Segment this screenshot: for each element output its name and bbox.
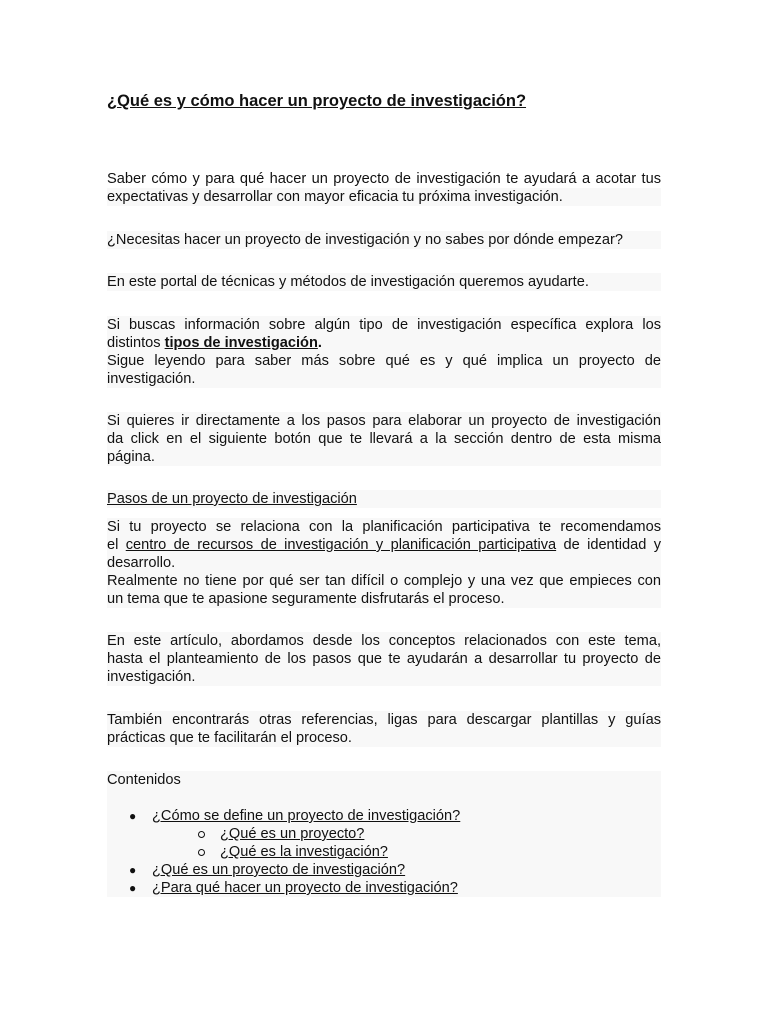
types-of-research-link[interactable]: tipos de investigación: [164, 335, 318, 351]
resources-center-link[interactable]: centro de recursos de investigación y planificación participativa: [125, 537, 557, 553]
paragraph-types: [107, 316, 661, 388]
paragraph-line: desarrollo.: [107, 555, 176, 571]
text-fragment: de identidad y: [556, 537, 661, 553]
toc-item-what-is-research[interactable]: ¿Qué es la investigación?: [220, 844, 388, 860]
paragraph-portal: [107, 273, 661, 291]
paragraph-line: Si quieres ir directamente a los pasos para elaborar un proyecto de investigación: [107, 413, 661, 429]
paragraph-line: Si tu proyecto se relaciona con la planificación participativa te recomendamos: [107, 519, 661, 535]
paragraph-line: En este artículo, abordamos desde los conceptos relacionados con este tema,: [107, 633, 661, 649]
paragraph-line: Realmente no tiene por qué ser tan difícil o complejo y una vez que empieces con: [107, 573, 661, 589]
hollow-bullet-icon: [198, 849, 205, 856]
toc-item-define-project[interactable]: ¿Cómo se define un proyecto de investigación?: [152, 808, 461, 824]
paragraph-line: da click en el siguiente botón que te llevará a la sección dentro de esta misma: [107, 431, 661, 447]
paragraph-line: prácticas que te facilitarán el proceso.: [107, 730, 352, 746]
paragraph-line: Saber cómo y para qué hacer un proyecto de investigación te ayudará a acotar tus: [107, 171, 661, 187]
steps-link-row: [107, 490, 661, 508]
text-fragment: .: [317, 335, 322, 351]
paragraph-line: También encontrarás otras referencias, ligas para descargar plantillas y guías: [107, 712, 661, 728]
toc-item-what-is-research-project[interactable]: ¿Qué es un proyecto de investigación?: [152, 862, 406, 878]
steps-link[interactable]: Pasos de un proyecto de investigación: [107, 491, 357, 507]
text-fragment: distintos: [107, 335, 165, 351]
paragraph-line: Si buscas información sobre algún tipo de investigación específica explora los: [107, 317, 661, 333]
paragraph-line: Sigue leyendo para saber más sobre qué es y qué implica un proyecto de: [107, 353, 661, 369]
bullet-icon: ●: [129, 881, 137, 895]
paragraph-line: ¿Necesitas hacer un proyecto de investigación y no sabes por dónde empezar?: [107, 232, 623, 248]
bullet-icon: ●: [129, 863, 137, 877]
paragraph-line: un tema que te apasione seguramente disfrutarás el proceso.: [107, 591, 505, 607]
paragraph-participative: [107, 518, 661, 608]
paragraph-line: expectativas y desarrollar con mayor eficacia tu próxima investigación.: [107, 188, 661, 206]
toc-title: Contenidos: [107, 772, 181, 788]
paragraph-question: [107, 231, 661, 249]
hollow-bullet-icon: [198, 831, 205, 838]
paragraph-references: [107, 711, 661, 747]
paragraph-line: En este portal de técnicas y métodos de investigación queremos ayudarte.: [107, 274, 589, 290]
paragraph-intro: [107, 170, 661, 206]
paragraph-line: hasta el planteamiento de los pasos que te ayudarán a desarrollar tu proyecto de: [107, 651, 661, 667]
paragraph-line: [107, 490, 661, 508]
toc-item-why-research-project[interactable]: ¿Para qué hacer un proyecto de investigación?: [152, 880, 458, 896]
paragraph-line: [107, 536, 661, 554]
bullet-icon: ●: [129, 809, 137, 823]
paragraph-line: página.: [107, 449, 155, 465]
document-title: ¿Qué es y cómo hacer un proyecto de investigación?: [107, 92, 527, 110]
toc-item-what-is-project[interactable]: ¿Qué es un proyecto?: [220, 826, 365, 842]
paragraph-line: investigación.: [107, 371, 196, 387]
text-fragment: el: [107, 537, 126, 553]
paragraph-article: [107, 632, 661, 686]
paragraph-line: investigación.: [107, 669, 196, 685]
paragraph-steps-intro: [107, 412, 661, 466]
paragraph-line: [107, 334, 661, 352]
